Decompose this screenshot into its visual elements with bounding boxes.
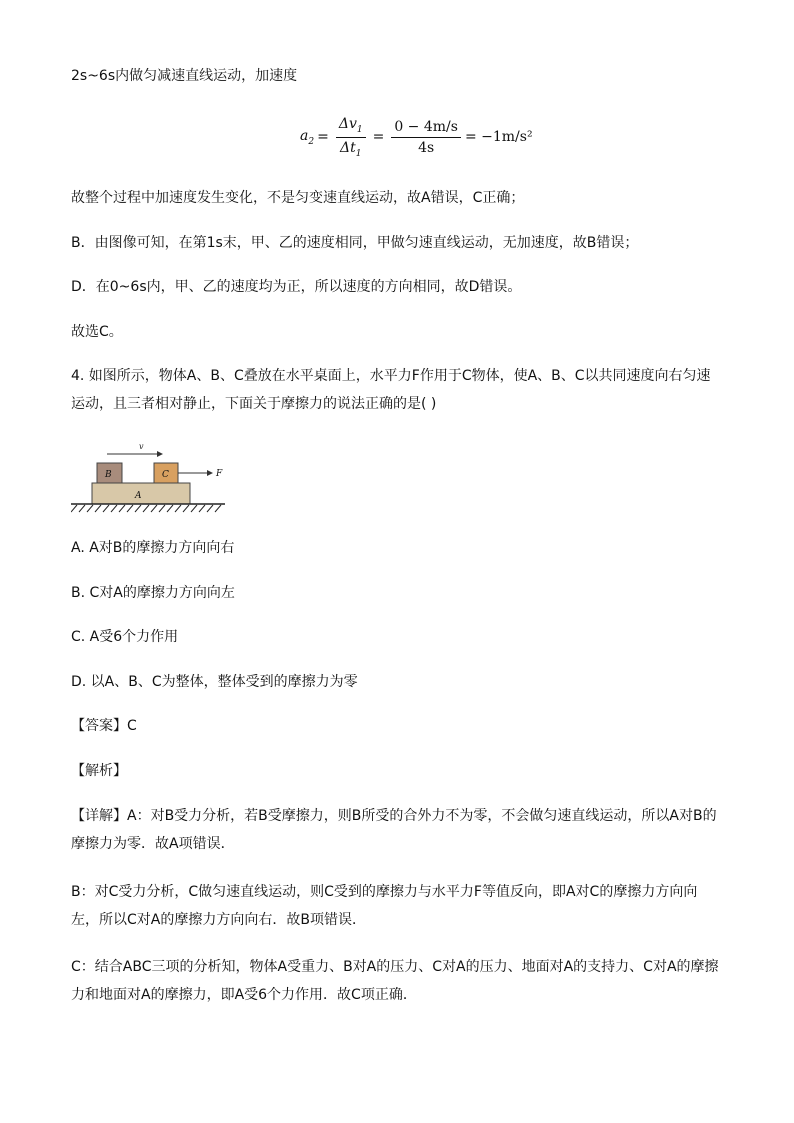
text-line: B．由图像可知，在第1s末，甲、乙的速度相同，甲做匀速直线运动，无加速度，故B错误； xyxy=(71,235,639,251)
analysis-paragraph: C：结合ABC三项的分析知，物体A受重力、B对A的压力、C对A的压力、地面对A的支持力、C对A的摩擦力和地面对A的摩擦力，即A受6个力作用．故C项正确． xyxy=(71,959,719,1003)
velocity-arrowhead xyxy=(157,451,163,457)
answer-line: 【答案】C xyxy=(71,718,137,734)
option-c: C. A受6个力作用 xyxy=(71,629,179,645)
hatch-mark xyxy=(95,505,101,512)
equals-sign: = xyxy=(317,129,329,145)
hatch-mark xyxy=(183,505,189,512)
block-c-label: C xyxy=(162,470,169,480)
hatch-mark xyxy=(143,505,149,512)
option-a: A. A对B的摩擦力方向向右 xyxy=(71,540,235,556)
equals-sign: = xyxy=(372,129,385,145)
analysis-paragraph: 【详解】A：对B受力分析，若B受摩擦力，则B所受的合外力不为零，不会做匀速直线运动，所以A对B的摩擦力为零．故A项错误． xyxy=(71,808,717,852)
hatch-mark xyxy=(135,505,141,512)
hatch-mark xyxy=(175,505,181,512)
text-line: D．在0~6s内，甲、乙的速度均为正，所以速度的方向相同，故D错误。 xyxy=(71,279,522,295)
hatch-mark xyxy=(151,505,157,512)
block-b-label: B xyxy=(105,470,112,480)
text-line: 2s~6s内做匀减速直线运动，加速度 xyxy=(71,68,298,84)
hatch-mark xyxy=(87,505,93,512)
hatch-mark xyxy=(199,505,205,512)
value-fraction: $\frac{0 - 4m/s}{4s}$ xyxy=(391,119,461,156)
analysis-paragraph: B：对C受力分析，C做匀速直线运动，则C受到的摩擦力与水平力F等值反向，即A对C的摩擦力方向向左，所以C对A的摩擦力方向向右．故B项错误． xyxy=(71,884,698,928)
hatch-mark xyxy=(127,505,133,512)
formula-lhs: $a_2$ xyxy=(300,127,315,147)
force-label: F xyxy=(216,469,223,479)
option-b: B. C对A的摩擦力方向向左 xyxy=(71,585,235,601)
hatch-mark xyxy=(111,505,117,512)
velocity-label: v xyxy=(139,442,144,451)
analysis-title: 【解析】 xyxy=(71,763,127,779)
formula-result: = −1m/s² xyxy=(464,129,533,145)
block-a-label: A xyxy=(135,491,142,501)
hatch-mark xyxy=(79,505,85,512)
delta-fraction: $\frac{\Delta v_1}{\Delta t_1}$ xyxy=(336,116,366,159)
acceleration-formula xyxy=(300,112,533,162)
blocks-diagram xyxy=(71,441,231,517)
option-d: D. 以A、B、C为整体，整体受到的摩擦力为零 xyxy=(71,674,358,690)
force-arrowhead xyxy=(207,470,213,476)
ground-hatching xyxy=(71,505,221,512)
hatch-mark xyxy=(119,505,125,512)
hatch-mark xyxy=(207,505,213,512)
hatch-mark xyxy=(167,505,173,512)
hatch-mark xyxy=(159,505,165,512)
hatch-mark xyxy=(71,505,77,512)
question-stem: 4. 如图所示，物体A、B、C叠放在水平桌面上，水平力F作用于C物体，使A、B、C以共同速度向右匀速运动，且三者相对静止，下面关于摩擦力的说法正确的是( ) xyxy=(71,368,711,412)
hatch-mark xyxy=(215,505,221,512)
text-line: 故选C。 xyxy=(71,324,123,340)
hatch-mark xyxy=(191,505,197,512)
hatch-mark xyxy=(103,505,109,512)
text-line: 故整个过程中加速度发生变化，不是匀变速直线运动，故A错误，C正确； xyxy=(71,190,525,206)
